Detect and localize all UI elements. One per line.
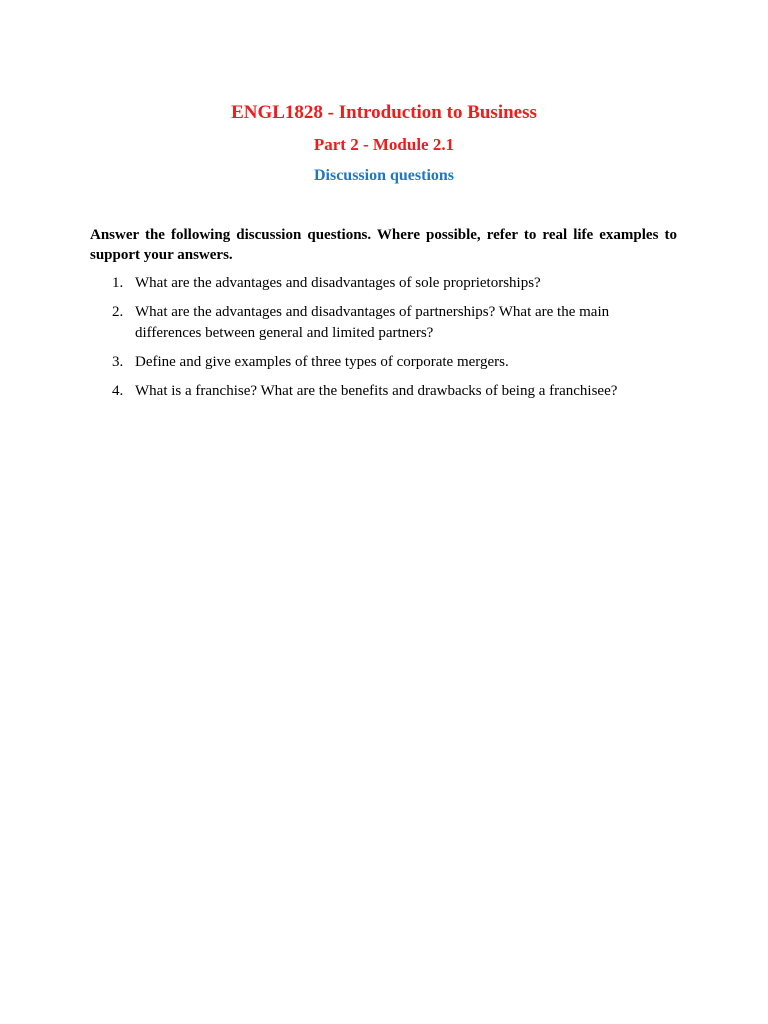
question-number: 4. <box>112 383 124 399</box>
section-title: Discussion questions <box>313 167 455 184</box>
question-text: What are the advantages and disadvantages of sole proprietorships? <box>135 275 541 291</box>
question-item <box>90 352 677 373</box>
questions-list <box>90 273 677 410</box>
question-text: What are the advantages and disadvantages of partnerships? What are the main differences between general and limited partners? <box>135 304 610 341</box>
intro-paragraph: Answer the following discussion questions. Where possible, refer to real life examples to support your answers. <box>90 227 677 263</box>
document-subtitle: Part 2 - Module 2.1 <box>313 135 455 154</box>
question-number: 1. <box>112 275 124 291</box>
question-item <box>90 273 677 294</box>
document-title: ENGL1828 - Introduction to Business <box>231 102 537 123</box>
question-number: 3. <box>112 354 124 370</box>
question-text: Define and give examples of three types of corporate mergers. <box>135 354 509 370</box>
question-number: 2. <box>112 304 124 320</box>
question-item <box>90 302 677 344</box>
question-item <box>90 381 677 402</box>
question-text: What is a franchise? What are the benefits and drawbacks of being a franchisee? <box>135 383 618 399</box>
